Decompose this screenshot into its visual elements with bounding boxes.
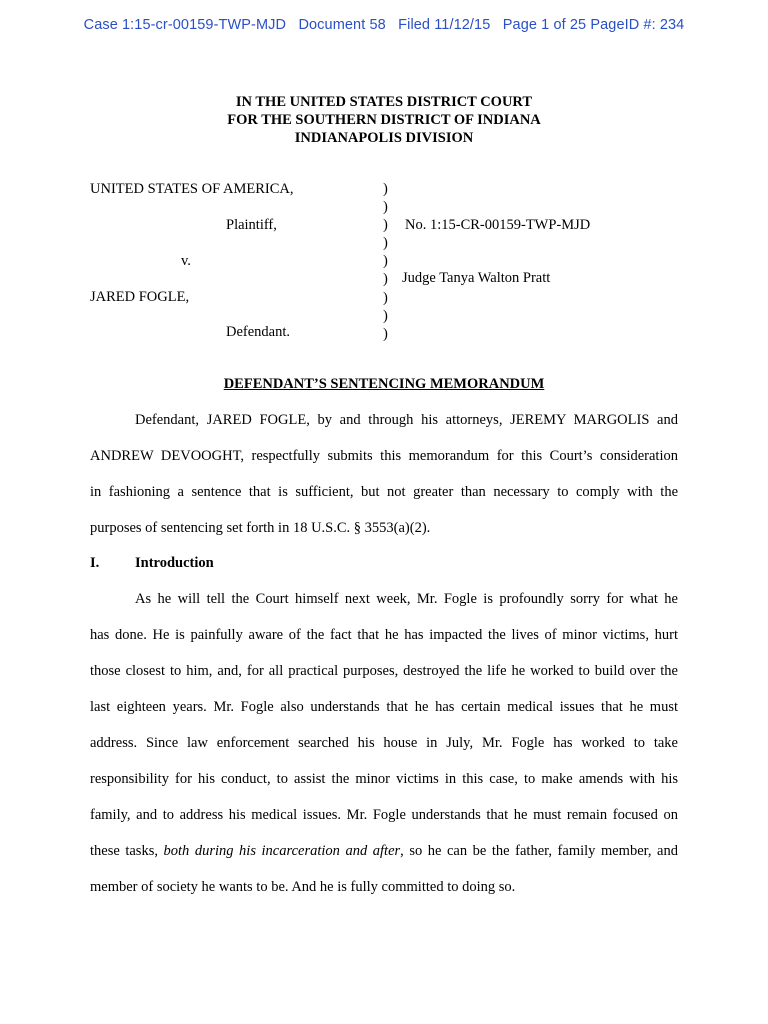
section-title: Introduction: [135, 555, 214, 571]
body-line-8-italic: both during his incarceration and after: [163, 843, 401, 859]
court-line-1: IN THE UNITED STATES DISTRICT COURT: [235, 94, 533, 110]
court-heading: [0, 93, 768, 147]
caption-brackets: ) ) ) ) ) ) ) ) ): [383, 181, 388, 342]
intro-paragraph: [90, 402, 678, 546]
versus-label: v.: [181, 253, 191, 269]
body-line-8-post: , so he can be the father, family member, and: [400, 843, 678, 859]
section-number: I.: [90, 555, 100, 571]
intro-line-2: ANDREW DEVOOGHT, respectfully submits this memorandum for this Court’s consideration: [90, 448, 678, 464]
filing-header-stamp: Case 1:15-cr-00159-TWP-MJD Document 58 Filed 11/12/15 Page 1 of 25 PageID #: 234: [83, 17, 685, 33]
body-line-1: As he will tell the Court himself next week, Mr. Fogle is profoundly sorry for what he: [135, 591, 678, 607]
body-line-7: family, and to address his medical issues. Mr. Fogle understands that he must remain focused on: [90, 807, 678, 823]
body-line-6: responsibility for his conduct, to assist the minor victims in this case, to make amends with his: [90, 771, 678, 787]
memorandum-title: DEFENDANT’S SENTENCING MEMORANDUM: [223, 376, 545, 392]
body-line-5: address. Since law enforcement searched his house in July, Mr. Fogle has worked to take: [90, 735, 678, 751]
defendant-name: JARED FOGLE,: [90, 289, 190, 305]
plaintiff-name: UNITED STATES OF AMERICA,: [90, 181, 294, 197]
body-line-9: member of society he wants to be. And he is fully committed to doing so.: [90, 879, 516, 895]
body-line-8: [90, 833, 678, 869]
defendant-role: Defendant.: [226, 324, 291, 340]
judge-name: Judge Tanya Walton Pratt: [402, 270, 551, 286]
body-line-2: has done. He is painfully aware of the fact that he has impacted the lives of minor victims, hurt: [90, 627, 678, 643]
intro-line-3: in fashioning a sentence that is sufficient, but not greater than necessary to comply with the: [90, 484, 678, 500]
plaintiff-role: Plaintiff,: [226, 217, 277, 233]
intro-line-4: purposes of sentencing set forth in 18 U.S.C. § 3553(a)(2).: [90, 520, 431, 536]
case-number: No. 1:15-CR-00159-TWP-MJD: [405, 217, 591, 233]
body-line-4: last eighteen years. Mr. Fogle also understands that he has certain medical issues that he must: [90, 699, 678, 715]
court-line-2: FOR THE SOUTHERN DISTRICT OF INDIANA: [227, 112, 541, 128]
introduction-paragraph: [90, 581, 678, 905]
body-line-3: those closest to him, and, for all practical purposes, destroyed the life he worked to build over the: [90, 663, 678, 679]
intro-line-1: Defendant, JARED FOGLE, by and through his attorneys, JEREMY MARGOLIS and: [135, 412, 678, 428]
body-line-8-pre: these tasks,: [90, 843, 164, 859]
court-line-3: INDIANAPOLIS DIVISION: [294, 130, 474, 146]
